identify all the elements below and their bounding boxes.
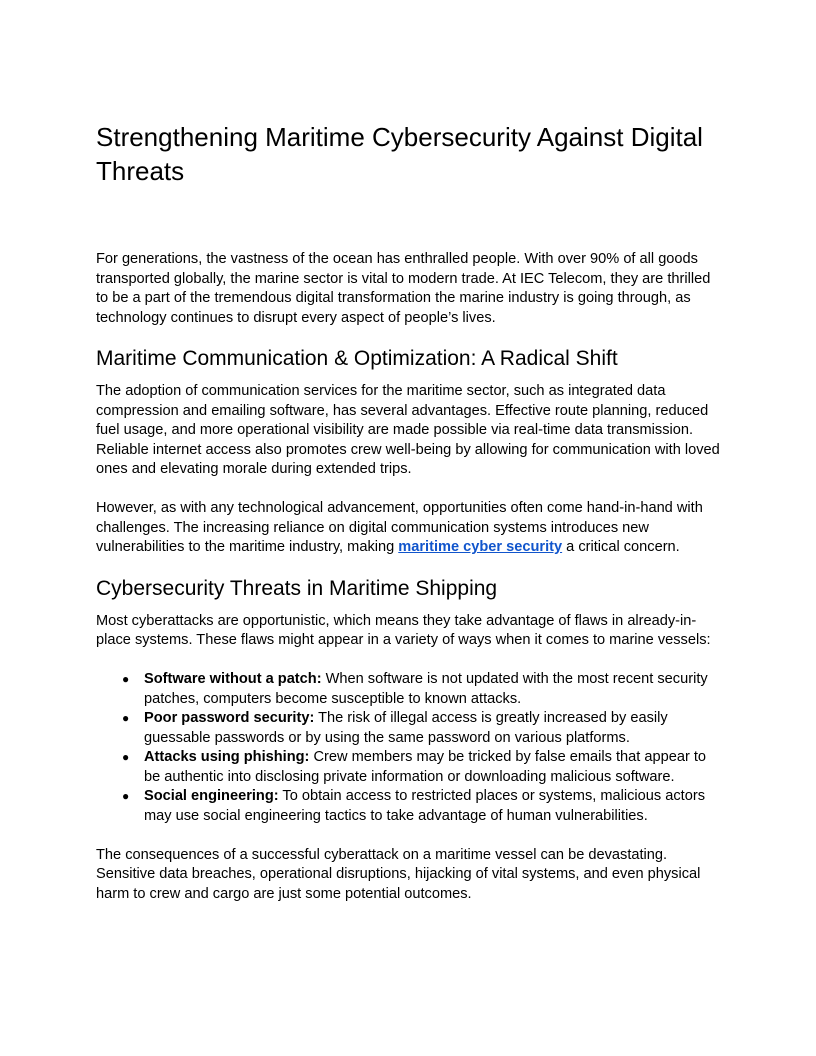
list-item-text: The risk of illegal access is greatly increased by easily guessable passwords or by using the same password on various platforms. xyxy=(144,710,668,746)
section-heading-communication: Maritime Communication & Optimization: A Radical Shift xyxy=(96,347,618,370)
consequences-paragraph: The consequences of a successful cyberattack on a maritime vessel can be devastating. Sensitive data breaches, operational disruptions, hijacking of vital systems, and even physical harm to crew and cargo are just some potential outcomes. xyxy=(96,846,701,902)
list-item xyxy=(122,709,724,748)
communication-paragraph: The adoption of communication services for the maritime sector, such as integrated data compression and emailing software, has several advantages. Effective route planning, reduced fuel usage, and more operational visibility are made possible via real-time data transmission. Reliable internet access also promotes crew well-being by allowing for communication with loved ones and elevating morale during extended trips. xyxy=(96,383,720,477)
bullet-icon: ● xyxy=(122,789,130,803)
list-item-text: Crew members may be tricked by false emails that appear to be authentic into disclosing private information or downloading malicious software. xyxy=(144,749,707,785)
threats-list xyxy=(96,670,724,826)
list-item xyxy=(122,670,724,709)
spacer xyxy=(96,651,724,671)
spacer xyxy=(96,558,724,576)
challenges-text-after: a critical concern. xyxy=(562,539,680,555)
bullet-icon: ● xyxy=(122,711,130,725)
challenges-paragraph xyxy=(96,499,724,558)
spacer xyxy=(96,826,724,846)
document-title: Strengthening Maritime Cybersecurity Against Digital Threats xyxy=(96,122,703,186)
list-item-term: Software without a patch: xyxy=(144,671,322,687)
list-item-term: Attacks using phishing: xyxy=(144,749,310,765)
list-item-text: To obtain access to restricted places or systems, malicious actors may use social engineering tactics to take advantage of human vulnerabilities. xyxy=(144,788,705,824)
bullet-icon: ● xyxy=(122,750,130,764)
challenges-text-before: However, as with any technological advancement, opportunities often come hand-in-hand with challenges. The increasing reliance on digital communication systems introduces new vulnerabilities to the maritime industry, making xyxy=(96,500,703,555)
list-item-text: When software is not updated with the most recent security patches, computers become susceptible to known attacks. xyxy=(144,671,708,707)
threats-paragraph: Most cyberattacks are opportunistic, which means they take advantage of flaws in already-in-place systems. These flaws might appear in a variety of ways when it comes to marine vessels: xyxy=(96,612,711,648)
spacer xyxy=(96,480,724,500)
maritime-cyber-security-link[interactable]: maritime cyber security xyxy=(398,539,563,555)
bullet-icon: ● xyxy=(122,672,130,686)
spacer xyxy=(96,328,724,346)
intro-paragraph: For generations, the vastness of the ocean has enthralled people. With over 90% of all goods transported globally, the marine sector is vital to modern trade. At IEC Telecom, they are thrilled to be a part of the tremendous digital transformation the marine industry is going through, as technology continues to disrupt every aspect of people’s lives. xyxy=(96,251,711,326)
document-page xyxy=(96,120,724,904)
section-heading-threats: Cybersecurity Threats in Maritime Shipping xyxy=(96,576,498,600)
list-item xyxy=(122,787,724,826)
list-item-term: Social engineering: xyxy=(144,788,279,804)
list-item xyxy=(122,748,724,787)
list-item-term: Poor password security: xyxy=(144,710,315,726)
